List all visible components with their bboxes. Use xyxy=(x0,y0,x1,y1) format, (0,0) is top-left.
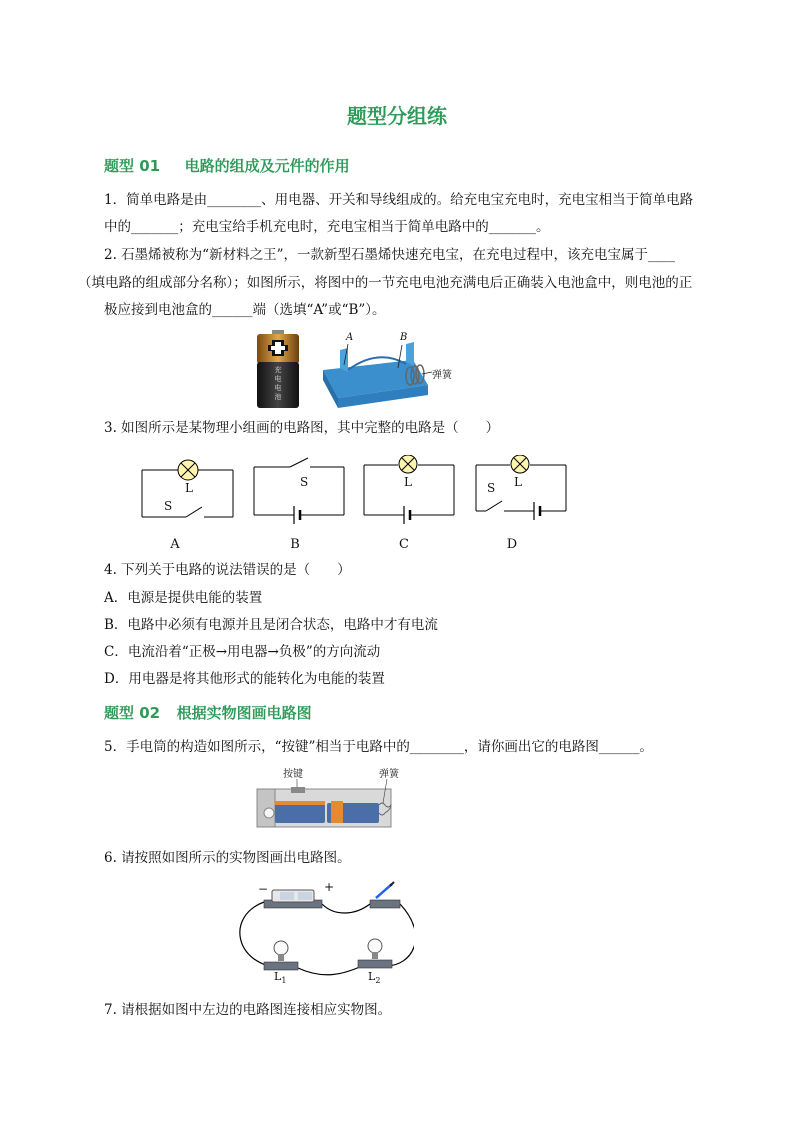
battery-char: 电 xyxy=(274,384,282,392)
lamp-label: L xyxy=(514,475,522,489)
box-label-b: B xyxy=(400,332,408,343)
box-label-spring: 弹簧 xyxy=(432,370,452,381)
section-title: 电路的组成及元件的作用 xyxy=(184,157,350,175)
circuit-a xyxy=(138,455,238,525)
section-label: 题型 02 xyxy=(104,704,161,722)
lamp-label: L xyxy=(404,475,412,489)
q2-line-1: 2. 石墨烯被称为“新材料之王”，一款新型石墨烯快速充电宝，在充电过程中，该充电宝属于____ xyxy=(104,247,675,263)
q4-option-a: A．电源是提供电能的装置 xyxy=(104,590,263,606)
q4-option-c: C．电流沿着“正极→用电器→负极”的方向流动 xyxy=(104,644,381,660)
circuit-caption-b: B xyxy=(290,537,300,552)
switch-label: S xyxy=(300,475,309,489)
circuit-d xyxy=(472,455,572,525)
battery-char: 充 xyxy=(274,366,282,374)
q4-line: 4. 下列关于电路的说法错误的是（ ） xyxy=(104,562,351,578)
battery-plus-label: + xyxy=(324,880,335,894)
lamp-label: L xyxy=(185,481,193,495)
q6-line: 6. 请按照如图所示的实物图画出电路图。 xyxy=(104,850,351,866)
circuit-caption-d: D xyxy=(506,537,518,552)
q2-line-2: （填电路的组成部分名称）；如图所示，将图中的一节充电电池充满电后正确装入电池盒中，则电池的正 xyxy=(78,275,693,291)
flashlight-button-label: 按键 xyxy=(283,769,303,780)
box-label-a: A xyxy=(346,332,354,343)
circuit-caption-c: C xyxy=(399,537,409,552)
circuit-caption-a: A xyxy=(170,537,180,552)
q2-line-3: 极应接到电池盒的______端（选填“A”或“B”）。 xyxy=(104,302,386,318)
physical-circuit-figure xyxy=(234,876,414,986)
q4-option-d: D．用电器是将其他形式的能转化为电能的装置 xyxy=(104,671,385,687)
section-label: 题型 01 xyxy=(104,157,161,175)
q4-option-b: B．电路中必须有电源并且是闭合状态，电路中才有电流 xyxy=(104,617,438,633)
flashlight-spring-label: 弹簧 xyxy=(379,769,399,780)
q3-line: 3. 如图所示是某物理小组画的电路图，其中完整的电路是（ ） xyxy=(104,420,500,436)
page-title: 题型分组练 xyxy=(347,104,447,128)
q5-line: 5．手电筒的构造如图所示，“按键”相当于电路中的________，请你画出它的电路图______。 xyxy=(104,739,653,755)
battery-char: 电 xyxy=(274,375,282,383)
battery-char: 池 xyxy=(274,393,282,401)
battery-box-figure xyxy=(318,330,468,410)
switch-label: S xyxy=(164,499,173,513)
section-heading-2 xyxy=(104,702,312,723)
switch-label: S xyxy=(487,481,496,495)
flashlight-figure xyxy=(255,765,405,835)
lamp-l2-label: $L_2$ xyxy=(368,970,381,986)
q1-line-1: 1．简单电路是由________、用电器、开关和导线组成的。给充电宝充电时，充电宝相当于简单电路 xyxy=(104,192,694,208)
q1-line-2: 中的_______；充电宝给手机充电时，充电宝相当于简单电路中的_______。 xyxy=(104,219,550,235)
section-title: 根据实物图画电路图 xyxy=(176,704,312,722)
lamp-l1-label: $L_1$ xyxy=(274,970,287,986)
section-heading-1 xyxy=(104,155,350,176)
circuit-c xyxy=(360,455,460,525)
battery-minus-label: − xyxy=(258,882,269,896)
circuit-b xyxy=(250,455,350,525)
rechargeable-battery-figure xyxy=(255,330,301,410)
q7-line: 7. 请根据如图中左边的电路图连接相应实物图。 xyxy=(104,1002,392,1018)
